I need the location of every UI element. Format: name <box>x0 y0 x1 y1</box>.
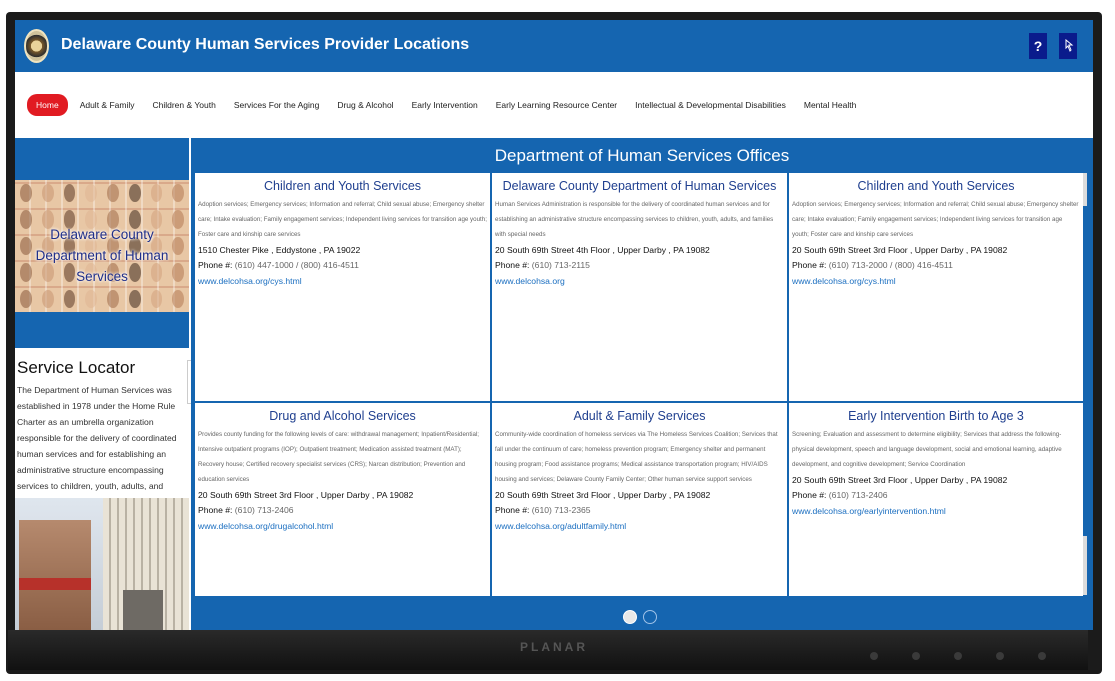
phone-label: Phone #: <box>792 260 827 270</box>
office-card <box>492 173 787 401</box>
office-phone <box>198 258 487 273</box>
office-description: Adoption services; Emergency services; Information and referral; Child sexual abuse; Emergency shelter care; Intake evaluation; Family engagement services; Independent living services for transition age youth; Foster care and kinship care services <box>792 201 1079 238</box>
office-card <box>789 173 1083 401</box>
cursor-icon[interactable] <box>1059 33 1077 59</box>
office-link[interactable]: www.delcohsa.org/drugalcohol.html <box>198 521 334 531</box>
office-address: 1510 Chester Pike , Eddystone , PA 19022 <box>198 245 361 255</box>
page-dot-active[interactable] <box>623 610 637 624</box>
app-header <box>15 20 1093 72</box>
office-card <box>789 403 1083 596</box>
phone-value: (610) 713-2365 <box>531 505 591 515</box>
nav-item-children-youth[interactable]: Children & Youth <box>152 100 216 110</box>
phone-label: Phone #: <box>792 490 827 500</box>
county-seal-icon <box>24 29 49 63</box>
office-description: Screening; Evaluation and assessment to determine eligibility; Services that address the following- physical development, speech and language development, social and emotional learning, adaptive development, and cognitive development; Service Coordination <box>792 431 1062 468</box>
building-awning <box>19 578 91 590</box>
hero-line-1: Delaware County <box>50 227 154 242</box>
phone-label: Phone #: <box>495 505 530 515</box>
face-thumbnail <box>172 290 184 308</box>
office-address: 20 South 69th Street 3rd Floor , Upper Darby , PA 19082 <box>792 245 1008 255</box>
nav-item-early-learning[interactable]: Early Learning Resource Center <box>495 100 618 110</box>
hero-title <box>15 224 189 287</box>
monitor-buttons <box>870 652 1046 660</box>
top-nav <box>15 72 1093 138</box>
office-description: Adoption services; Emergency services; Information and referral; Child sexual abuse; Emergency shelter care; Intake evaluation; Family engagement services; Independent living services for transition age youth; Foster care and kinship care services <box>198 201 487 238</box>
office-cards <box>195 173 1083 596</box>
office-title: Early Intervention Birth to Age 3 <box>848 409 1024 423</box>
face-thumbnail <box>85 290 97 308</box>
office-card <box>195 173 490 401</box>
pager-dots <box>623 610 657 624</box>
nav-item-mental-health[interactable]: Mental Health <box>803 100 857 110</box>
phone-value: (610) 713-2406 <box>234 505 294 515</box>
nav-item-adult-family[interactable]: Adult & Family <box>79 100 135 110</box>
office-description: Community-wide coordination of homeless services via The Homeless Services Coalition; Services that fall under the continuum of care; homeless prevention program; Emergency shelter and permanent housing program; Food assistance programs; Medical assistance transportation program; HIV/AIDS housing and services; Delaware County Family Center; Other human service support services <box>495 431 778 483</box>
face-thumbnail <box>64 184 76 202</box>
office-link[interactable]: www.delcohsa.org/cys.html <box>792 276 896 286</box>
office-title: Children and Youth Services <box>263 179 422 193</box>
hero-image <box>15 180 189 312</box>
office-link[interactable]: www.delcohsa.org/cys.html <box>198 276 302 286</box>
monitor-brand: PLANAR <box>520 640 588 654</box>
office-address: 20 South 69th Street 3rd Floor , Upper Darby , PA 19082 <box>198 490 414 500</box>
nav-item-aging[interactable]: Services For the Aging <box>233 100 320 110</box>
locator-description: The Department of Human Services was established in 1978 under the Home Rule Charter as an umbrella organization responsible for the delivery of coordinated human services and for establishing an administrative structure encompassing services to children, youth, adults, and <box>17 385 177 491</box>
sidebar <box>15 138 189 630</box>
office-title: Adult & Family Services <box>573 409 706 423</box>
office-phone <box>792 488 1080 503</box>
nav-item-early-intervention[interactable]: Early Intervention <box>411 100 478 110</box>
panel-title: Department of Human Services Offices <box>494 146 790 165</box>
office-phone <box>495 258 784 273</box>
face-thumbnail <box>151 290 163 308</box>
face-thumbnail <box>42 290 54 308</box>
help-button[interactable]: ? <box>1029 33 1047 59</box>
phone-value: (610) 447-1000 / (800) 416-4511 <box>234 260 359 270</box>
face-thumbnail <box>20 184 32 202</box>
building-entrance <box>123 590 163 630</box>
building-left <box>19 520 91 630</box>
face-thumbnail <box>107 290 119 308</box>
app-title: Delaware County Human Services Provider Locations <box>61 36 470 53</box>
face-thumbnail <box>64 290 76 308</box>
office-title: Delaware County Department of Human Services <box>502 179 777 193</box>
office-link[interactable]: www.delcohsa.org <box>495 276 565 286</box>
phone-value: (610) 713-2115 <box>531 260 590 270</box>
phone-label: Phone #: <box>198 260 233 270</box>
face-thumbnail <box>129 290 141 308</box>
office-address: 20 South 69th Street 3rd Floor , Upper Darby , PA 19082 <box>792 475 1008 485</box>
phone-label: Phone #: <box>198 505 233 515</box>
page-dot[interactable] <box>643 610 657 624</box>
monitor-button <box>870 652 878 660</box>
face-thumbnail <box>129 184 141 202</box>
locator-title: Service Locator <box>17 358 136 377</box>
office-address: 20 South 69th Street 3rd Floor , Upper Darby , PA 19082 <box>495 490 711 500</box>
monitor-button <box>954 652 962 660</box>
face-thumbnail <box>107 184 119 202</box>
offices-panel <box>191 138 1093 630</box>
office-link[interactable]: www.delcohsa.org/earlyintervention.html <box>792 506 946 516</box>
face-thumbnail <box>172 184 184 202</box>
office-phone <box>198 503 487 518</box>
face-thumbnail <box>151 184 163 202</box>
phone-value: (610) 713-2000 / (800) 416-4511 <box>828 260 953 270</box>
face-thumbnail <box>20 290 32 308</box>
office-address: 20 South 69th Street 4th Floor , Upper Darby , PA 19082 <box>495 245 710 255</box>
office-phone <box>792 258 1080 273</box>
phone-label: Phone #: <box>495 260 530 270</box>
nav-item-drug-alcohol[interactable]: Drug & Alcohol <box>337 100 394 110</box>
face-thumbnail <box>85 184 97 202</box>
sidebar-banner-mid <box>15 312 189 348</box>
scrollbar-thumb[interactable] <box>1083 206 1087 536</box>
phone-value: (610) 713-2406 <box>828 490 888 500</box>
office-card <box>195 403 490 596</box>
building-photo <box>15 498 189 630</box>
office-title: Children and Youth Services <box>857 179 1015 193</box>
office-card <box>492 403 787 596</box>
monitor-button <box>996 652 1004 660</box>
nav-item-home[interactable]: Home <box>27 94 68 116</box>
office-link[interactable]: www.delcohsa.org/adultfamily.html <box>495 521 627 531</box>
office-description: Provides county funding for the following levels of care: withdrawal management; Inpatient/Residential; Intensive outpatient programs (IOP); Outpatient treatment; Medication assisted treatment (MAT); Recovery house; Certified recovery specialist services (CRS); Narcan distribution; Prevention and education services <box>198 431 479 483</box>
sidebar-banner-top <box>15 138 189 180</box>
nav-item-idd[interactable]: Intellectual & Developmental Disabilities <box>635 100 786 110</box>
monitor-button <box>912 652 920 660</box>
office-description: Human Services Administration is responsible for the delivery of coordinated human services and for establishing an administrative structure encompassing services to children, youth, adults, and families with special needs <box>495 201 774 238</box>
app-screen <box>15 20 1093 630</box>
face-thumbnail <box>42 184 54 202</box>
office-title: Drug and Alcohol Services <box>269 409 416 423</box>
office-phone <box>495 503 784 518</box>
hero-line-2: Department of Human Services <box>35 248 169 284</box>
monitor-button <box>1038 652 1046 660</box>
